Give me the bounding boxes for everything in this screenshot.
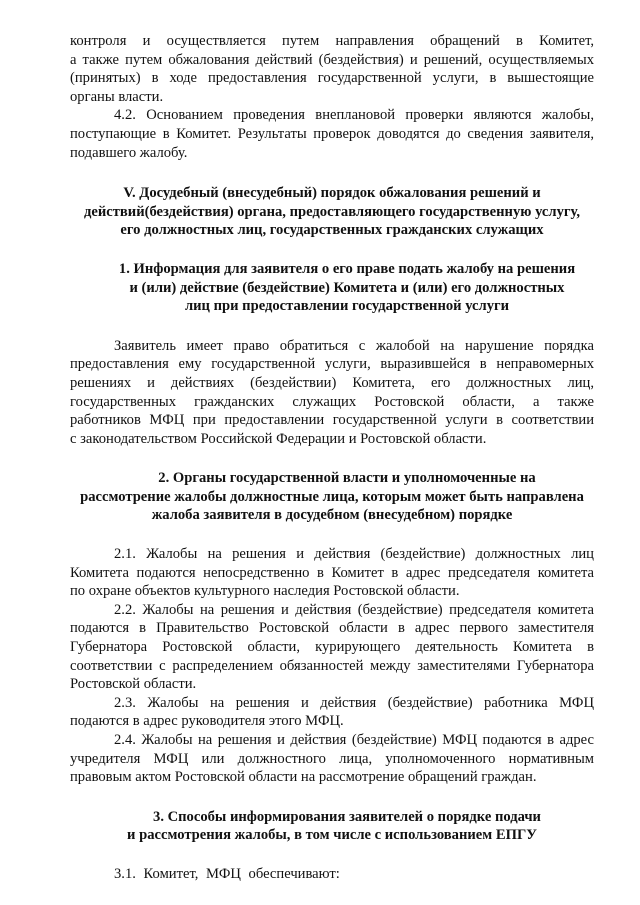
paragraph-top	[70, 32, 594, 106]
document-page	[70, 32, 594, 884]
text-line: 2.2. Жалобы на решения и действия (бездействие) председателя комитета	[114, 601, 594, 618]
text-line: работников МФЦ при предоставлении государственной услуги в соответствии	[70, 412, 594, 429]
text-line: решениях и действиях (бездействии) Комитета, его должностных лиц,	[70, 374, 594, 391]
text-line: правовым актом Ростовской области на рассмотрение обращений граждан.	[70, 769, 537, 786]
text-line: Заявитель имеет право обратиться с жалобой на нарушение порядка	[114, 337, 594, 354]
text-line: 2.4. Жалобы на решения и действия (бездействие) МФЦ подаются в адрес	[114, 732, 594, 748]
heading-2	[70, 469, 594, 525]
text-line: учредителя МФЦ или должностного лица, уполномоченного нормативным	[70, 750, 594, 767]
text-line: Комитета подаются непосредственно в Комитет в адрес председателя комитета	[70, 564, 594, 581]
paragraph-3-1: 3.1. Комитет, МФЦ обеспечивают:	[114, 865, 340, 882]
paragraph-2-1	[70, 545, 594, 601]
paragraph-4-2	[70, 106, 594, 162]
text-line: 2.3. Жалобы на решения и действия (бездействие) работника МФЦ	[114, 694, 594, 711]
text-line: поступающие в Комитет. Результаты проверок доводятся до сведения заявителя,	[70, 125, 594, 142]
paragraph-1	[70, 337, 594, 449]
heading-line: 2. Органы государственной власти и уполномоченные на	[158, 470, 536, 487]
text-line: органы власти.	[70, 88, 164, 105]
text-line: соответствии с распределением обязанностей между заместителями Губернатора	[70, 657, 594, 674]
text-line: предоставления ему государственной услуги, выразившейся в неправомерных	[70, 356, 594, 373]
text-line: подаются в Правительство Ростовской области в адрес первого заместителя	[70, 620, 594, 637]
heading-line: и (или) действие (бездействие) Комитета и (или) его должностных	[129, 279, 565, 296]
heading-line: 3. Способы информирования заявителей о порядке подачи	[153, 808, 541, 825]
text-line: Ростовской области.	[70, 676, 197, 693]
text-line: а также путем обжалования действий (бездействия) и решений, осуществляемых	[70, 51, 594, 68]
text-line: контроля и осуществляется путем направления обращений в Комитет,	[70, 33, 594, 49]
text-line: с законодательством Российской Федерации и Ростовской области.	[70, 430, 487, 447]
text-line: подаются в адрес руководителя этого МФЦ.	[70, 713, 344, 730]
text-line: (принятых) в ходе предоставления государственной услуги, в вышестоящие	[70, 70, 594, 87]
section-v-heading	[70, 184, 594, 240]
text-line: по охране объектов культурного наследия Ростовской области.	[70, 583, 460, 600]
paragraph-2-3	[70, 694, 594, 731]
text-line: 4.2. Основанием проведения внеплановой проверки являются жалобы,	[114, 107, 594, 124]
heading-line: его должностных лиц, государственных гражданских служащих	[120, 222, 544, 239]
text-line: государственных гражданских служащих Ростовской области, а также	[70, 393, 594, 410]
heading-line: жалоба заявителя в досудебном (внесудебном) порядке	[151, 507, 513, 524]
heading-line: действий(бездействия) органа, предоставляющего государственную услугу,	[83, 203, 580, 220]
text-line: подавшего жалобу.	[70, 144, 188, 161]
heading-line: 1. Информация для заявителя о его праве подать жалобу на решения	[118, 260, 576, 277]
heading-line: лиц при предоставлении государственной услуги	[184, 298, 510, 315]
paragraph-2-4	[70, 731, 594, 787]
heading-line: рассмотрение жалобы должностные лица, которым может быть направлена	[80, 488, 584, 505]
heading-line: и рассмотрения жалобы, в том числе с использованием ЕПГУ	[127, 827, 537, 844]
text-line: 2.1. Жалобы на решения и действия (бездействие) должностных лиц	[114, 546, 594, 563]
text-line: Губернатора Ростовской области, курирующего деятельность Комитета в	[70, 639, 594, 656]
heading-line: V. Досудебный (внесудебный) порядок обжалования решений и	[123, 185, 541, 202]
heading-1	[70, 260, 594, 316]
heading-3	[70, 808, 594, 845]
paragraph-2-2	[70, 601, 594, 694]
